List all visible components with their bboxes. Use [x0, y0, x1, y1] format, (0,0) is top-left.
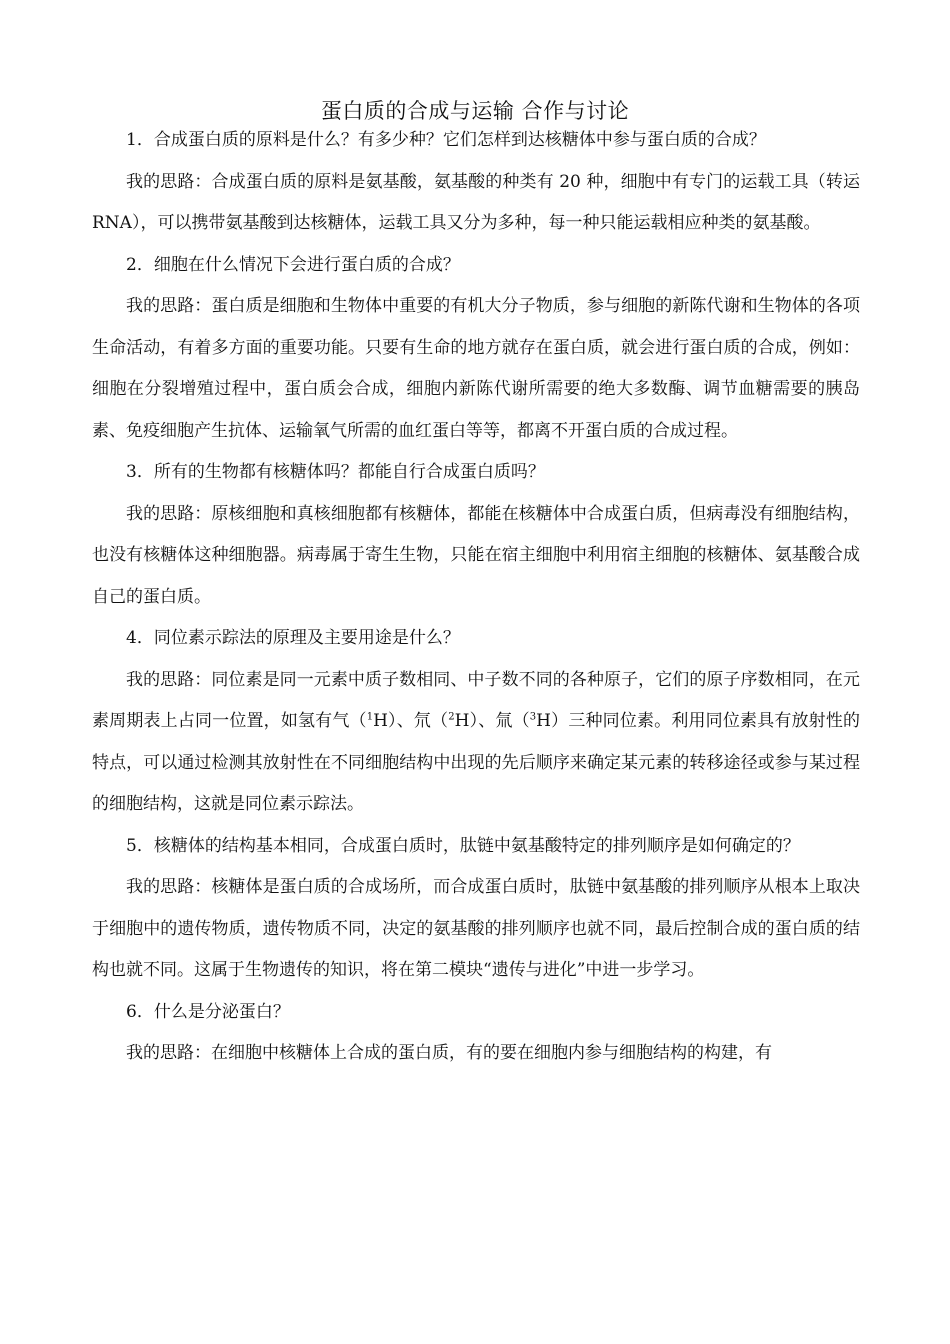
answer-4-text-2: H）、氘（ — [373, 711, 449, 731]
question-4: 4．同位素示踪法的原理及主要用途是什么？ — [126, 628, 460, 648]
answer-4 — [92, 660, 860, 826]
question-2: 2．细胞在什么情况下会进行蛋白质的合成？ — [126, 254, 460, 275]
answer-1: 我的思路：合成蛋白质的原料是氨基酸，氨基酸的种类有 20 种，细胞中有专门的运载工具（转运 RNA），可以携带氨基酸到达核糖体，运载工具又分为多种，每一种只能运载相应种类的氨基酸。 — [92, 171, 860, 233]
answer-2: 我的思路：蛋白质是细胞和生物体中重要的有机大分子物质，参与细胞的新陈代谢和生物体的各项生命活动，有着多方面的重要功能。只要有生命的地方就存在蛋白质，就会进行蛋白质的合成，例如：细胞在分裂增殖过程中，蛋白质会合成，细胞内新陈代谢所需要的绝大多数酶、调节血糖需要的胰岛素、免疫细胞产生抗体、运输氧气所需的血红蛋白等等，都离不开蛋白质的合成过程。 — [92, 296, 860, 441]
answer-4-text-4: H）三种同位素。利用同位素具有放射性的特点，可以通过检测其放射性在不同细胞结构中出现的先后顺序来确定某元素的转移途径或参与某过程的细胞结构，这就是同位素示踪法。 — [92, 711, 861, 814]
answer-4-text-3: H）、氚（ — [454, 711, 530, 731]
isotope-mass-number-2: 2 — [448, 711, 455, 723]
answer-3: 我的思路：原核细胞和真核细胞都有核糖体，都能在核糖体中合成蛋白质，但病毒没有细胞结构，也没有核糖体这种细胞器。病毒属于寄生生物，只能在宿主细胞中利用宿主细胞的核糖体、氨基酸合成自己的蛋白质。 — [92, 503, 860, 607]
question-5: 5．核糖体的结构基本相同，合成蛋白质时，肽链中氨基酸特定的排列顺序是如何确定的？ — [126, 835, 800, 856]
answer-6: 我的思路：在细胞中核糖体上合成的蛋白质，有的要在细胞内参与细胞结构的构建，有 — [126, 1043, 772, 1063]
question-6: 6．什么是分泌蛋白？ — [126, 1001, 290, 1022]
question-1: 1．合成蛋白质的原料是什么？有多少种？它们怎样到达核糖体中参与蛋白质的合成？ — [126, 130, 766, 150]
document-title: 蛋白质的合成与运输 合作与讨论 — [320, 99, 630, 123]
document-body — [92, 120, 860, 1075]
isotope-mass-number-3: 3 — [529, 711, 537, 723]
answer-5: 我的思路：核糖体是蛋白质的合成场所，而合成蛋白质时，肽链中氨基酸的排列顺序从根本上取决于细胞中的遗传物质，遗传物质不同，决定的氨基酸的排列顺序也就不同，最后控制合成的蛋白质的结构也就不同。这属于生物遗传的知识，将在第二模块“遗传与进化”中进一步学习。 — [92, 877, 860, 980]
answer-4-text-1: 我的思路：同位素是同一元素中质子数相同、中子数不同的各种原子，它们的原子序数相同，在元素周期表上占同一位置，如氢有气（ — [92, 669, 860, 731]
question-3: 3．所有的生物都有核糖体吗？都能自行合成蛋白质吗？ — [126, 462, 545, 482]
isotope-mass-number-1: 1 — [366, 711, 374, 723]
